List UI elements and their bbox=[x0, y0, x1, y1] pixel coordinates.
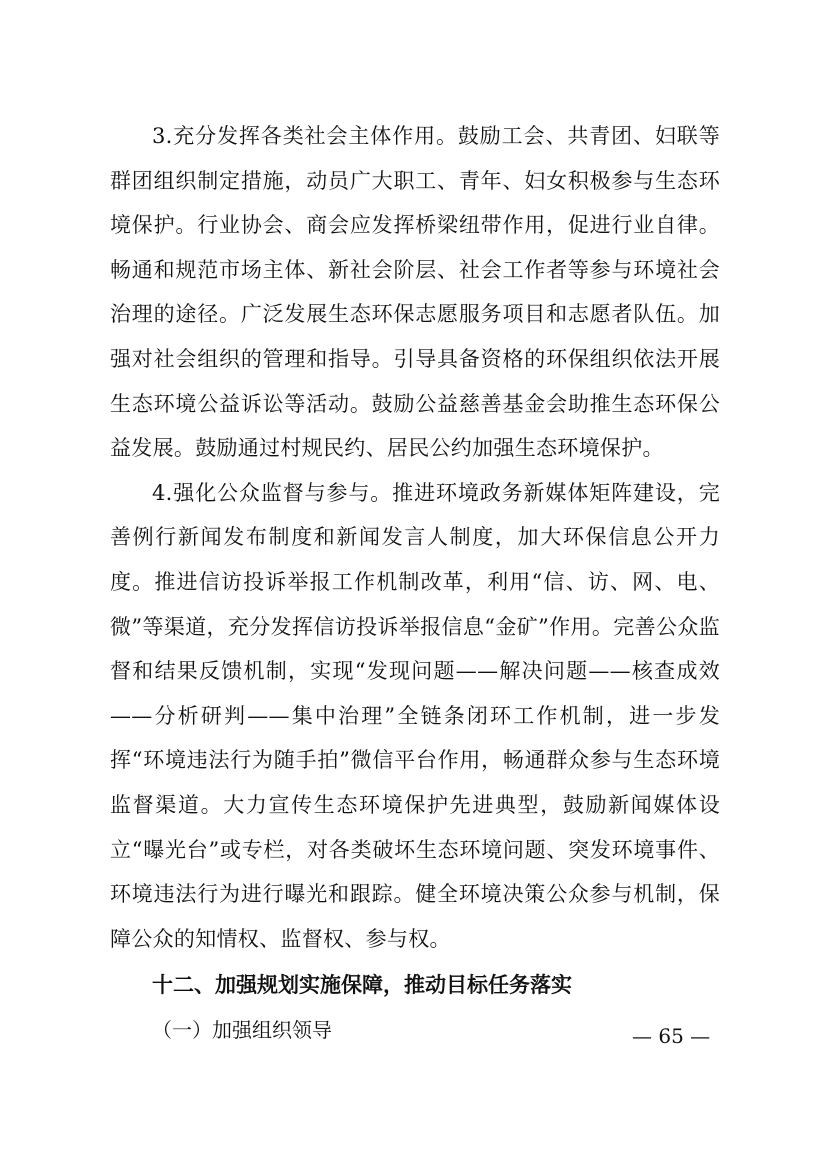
paragraph-social-actors: 3.充分发挥各类社会主体作用。鼓励工会、共青团、妇联等群团组织制定措施，动员广大职工、青年、妇女积极参与生态环境保护。行业协会、商会应发挥桥梁纽带作用，促进行业自律。畅通和规范市场主体、新社会阶层、社会工作者等参与环境社会治理的途径。广泛发展生态环保志愿服务项目和志愿者队伍。加强对社会组织的管理和指导。引导具备资格的环保组织依法开展生态环境公益诉讼等活动。鼓励公益慈善基金会助推生态环保公益发展。鼓励通过村规民约、居民公约加强生态环境保护。 bbox=[110, 124, 720, 461]
subsection-heading: （一）加强组织领导 bbox=[152, 1017, 332, 1042]
page-body bbox=[110, 114, 720, 1052]
paragraph-public-supervision: 4.强化公众监督与参与。推进环境政务新媒体矩阵建设，完善例行新闻发布制度和新闻发言人制度，加大环保信息公开力度。推进信访投诉举报工作机制改革，利用“信、访、网、电、微”等渠道，充分发挥信访投诉举报信息“金矿”作用。完善公众监督和结果反馈机制，实现“发现问题——解决问题——核查成效——分析研判——集中治理”全链条闭环工作机制，进一步发挥“环境违法行为随手拍”微信平台作用，畅通群众参与生态环境监督渠道。大力宣传生态环境保护先进典型，鼓励新闻媒体设立“曝光台”或专栏，对各类破坏生态环境问题、突发环境事件、环境违法行为进行曝光和跟踪。健全环境决策公众参与机制，保障公众的知情权、监督权、参与权。 bbox=[110, 480, 720, 951]
section-heading: 十二、加强规划实施保障，推动目标任务落实 bbox=[152, 973, 572, 998]
page-number: — 65 — bbox=[632, 1024, 711, 1048]
